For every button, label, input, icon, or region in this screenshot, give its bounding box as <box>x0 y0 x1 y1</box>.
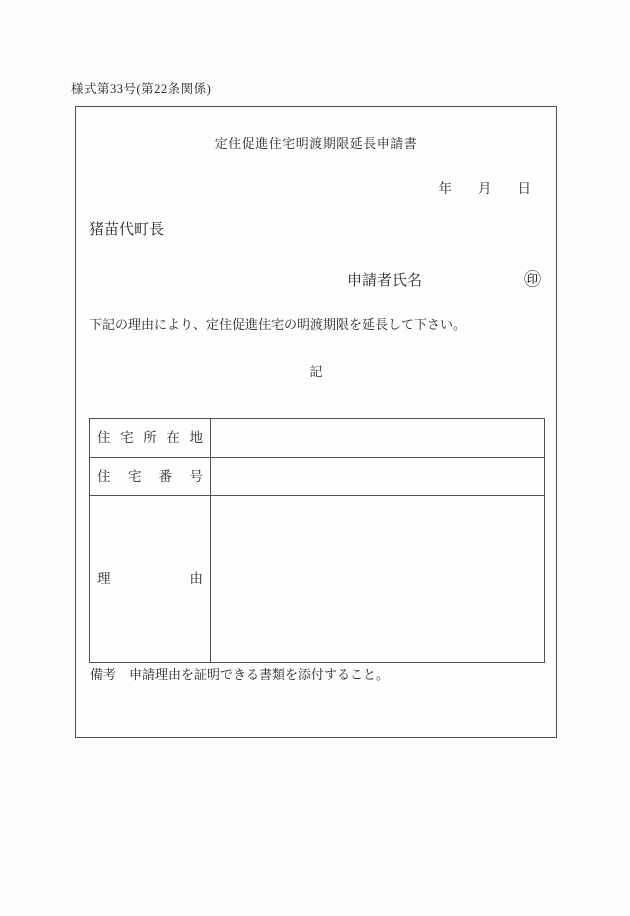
reason-label: 理 由 <box>90 496 211 662</box>
date-line <box>439 177 532 197</box>
applicant-name-label: 申請者氏名 <box>347 273 423 289</box>
day-label: 日 <box>517 181 531 196</box>
applicant-line <box>347 269 541 290</box>
remarks-note <box>90 664 389 683</box>
remarks-prefix: 備考 <box>90 667 117 682</box>
housing-location-field[interactable] <box>211 419 544 457</box>
form-border-box <box>75 106 557 738</box>
housing-number-field[interactable] <box>211 458 544 495</box>
form-title: 定住促進住宅明渡期限延長申請書 <box>214 136 418 151</box>
table-row-reason <box>90 496 544 662</box>
form-table <box>89 418 545 663</box>
seal-mark-icon: ㊞ <box>524 270 541 289</box>
remarks-text: 申請理由を証明できる書類を添付すること。 <box>129 667 390 682</box>
addressee-mayor-label: 猪苗代町長 <box>89 222 165 238</box>
housing-location-label: 住 宅 所 在 地 <box>90 419 211 457</box>
housing-number-label: 住 宅 番 号 <box>90 458 211 495</box>
month-label: 月 <box>478 181 492 196</box>
year-label: 年 <box>438 181 452 196</box>
form-number-label: 様式第33号(第22条関係) <box>71 82 212 96</box>
request-statement: 下記の理由により、定住促進住宅の明渡期限を延長して下さい。 <box>89 317 467 332</box>
table-row-housing-location <box>90 419 544 458</box>
table-row-housing-number <box>90 458 544 496</box>
reason-field[interactable] <box>211 496 544 662</box>
record-heading: 記 <box>309 364 323 379</box>
